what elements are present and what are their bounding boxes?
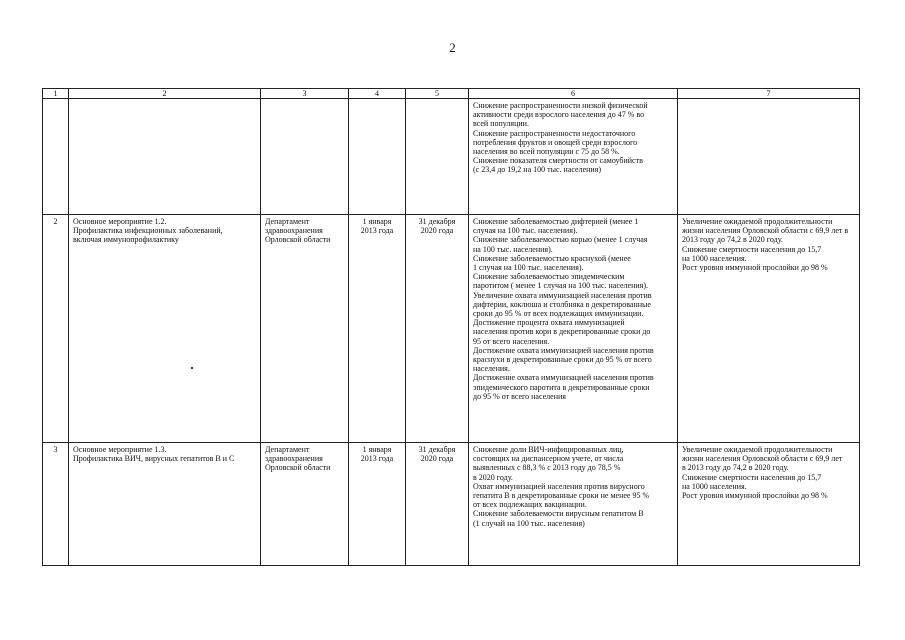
text-line: Профилактика ВИЧ, вирусных гепатитов В и С bbox=[73, 454, 235, 464]
table-row-continuation bbox=[43, 99, 860, 215]
cell-executor bbox=[261, 99, 349, 215]
text-line: здравоохранения bbox=[265, 226, 323, 236]
text-line: в 2020 году. bbox=[473, 472, 513, 482]
cell-end bbox=[406, 443, 469, 566]
text-line: Снижение заболеваемостью корью (менее 1 случая bbox=[473, 235, 648, 245]
cell-start bbox=[349, 215, 406, 443]
text-line: 2020 года bbox=[420, 226, 454, 236]
text-line: 1 января bbox=[362, 445, 392, 454]
cell-event bbox=[69, 443, 261, 566]
text-line: до 95 % от всего населения bbox=[473, 391, 566, 401]
column-number: 6 bbox=[469, 89, 678, 99]
cell-results bbox=[469, 99, 678, 215]
column-number: 4 bbox=[349, 89, 406, 99]
text-line: на 100 тыс. населения). bbox=[473, 244, 553, 254]
cell-num: 2 bbox=[43, 215, 69, 443]
text-line: Снижение распространенности низкой физической bbox=[473, 101, 648, 110]
cell-results bbox=[469, 215, 678, 443]
cell-executor bbox=[261, 443, 349, 566]
scan-speck bbox=[191, 367, 193, 369]
text-line: 2013 года bbox=[360, 454, 394, 464]
text-line: (с 23,4 до 19,2 на 100 тыс. населения) bbox=[473, 165, 602, 175]
text-line: Профилактика инфекционных заболеваний, bbox=[73, 226, 223, 236]
cell-num: 3 bbox=[43, 443, 69, 566]
cell-impact bbox=[678, 443, 860, 566]
text-line: Основное мероприятие 1.3. bbox=[73, 445, 167, 454]
text-line: 31 декабря bbox=[418, 445, 456, 454]
text-line: населения во всей популяции с 75 до 58 %. bbox=[473, 147, 620, 157]
text-line: 2020 года bbox=[420, 454, 454, 464]
text-line: Основное мероприятие 1.2. bbox=[73, 217, 167, 226]
text-line: Снижение заболеваемостью эпидемическим bbox=[473, 272, 625, 282]
text-line: Снижение заболеваемостью краснухой (менее bbox=[473, 253, 631, 263]
text-line: Департамент bbox=[265, 445, 310, 454]
text-line: населения. bbox=[473, 364, 510, 374]
text-line: Снижение распространенности недостаточного bbox=[473, 128, 636, 138]
cell-impact bbox=[678, 99, 860, 215]
cell-event bbox=[69, 215, 261, 443]
cell-num bbox=[43, 99, 69, 215]
text-line: дифтерии, коклюша и столбняка в декретированные bbox=[473, 299, 651, 309]
text-line: включая иммунопрофилактику bbox=[73, 235, 179, 245]
column-number-row bbox=[43, 89, 860, 99]
text-line: 1 января bbox=[362, 217, 392, 226]
text-line: Рост уровня иммунной прослойки до 98 % bbox=[682, 263, 828, 273]
text-line: Снижение смертности населения до 15,7 bbox=[682, 244, 822, 254]
column-number: 5 bbox=[406, 89, 469, 99]
cell-end bbox=[406, 215, 469, 443]
program-events-table bbox=[42, 88, 860, 566]
text-line: гепатита В в декретированные сроки не менее 95 % bbox=[473, 491, 650, 501]
column-number: 2 bbox=[69, 89, 261, 99]
table-row bbox=[43, 215, 860, 443]
column-number: 1 bbox=[43, 89, 69, 99]
text-line: на 1000 населения. bbox=[682, 253, 747, 263]
text-line: Рост уровня иммунной прослойки до 98 % bbox=[682, 491, 828, 501]
text-line: от всех подлежащих вакцинации. bbox=[473, 500, 587, 510]
cell-event bbox=[69, 99, 261, 215]
column-number: 3 bbox=[261, 89, 349, 99]
text-line: Достижение процента охвата иммунизацией bbox=[473, 318, 625, 328]
text-line: Департамент bbox=[265, 217, 310, 226]
text-line: Достижение охвата иммунизацией населения против bbox=[473, 345, 654, 355]
text-line: случая на 100 тыс. населения). bbox=[473, 226, 578, 236]
text-line: активности среди взрослого населения до 47 % во bbox=[473, 110, 645, 120]
text-line: Достижение охвата иммунизацией населения против bbox=[473, 373, 654, 383]
text-line: Орловской области bbox=[265, 235, 331, 245]
cell-end bbox=[406, 99, 469, 215]
table-row bbox=[43, 443, 860, 566]
text-line: 2013 году до 74,2 в 2020 году. bbox=[682, 235, 783, 245]
text-line: Орловской области bbox=[265, 463, 331, 473]
text-line: Снижение смертности населения до 15,7 bbox=[682, 472, 822, 482]
text-line: Увеличение ожидаемой продолжительности bbox=[682, 445, 833, 454]
text-line: Снижение заболеваемости вирусным гепатитом В bbox=[473, 509, 644, 519]
text-line: здравоохранения bbox=[265, 454, 323, 464]
text-line: 1 случая на 100 тыс. населения). bbox=[473, 263, 584, 273]
text-line: потребления фруктов и овощей среди взрослого bbox=[473, 137, 638, 147]
text-line: Увеличение ожидаемой продолжительности bbox=[682, 217, 833, 226]
text-line: краснухи в декретированные сроки до 95 % от всего bbox=[473, 355, 652, 365]
text-line: всей популяции. bbox=[473, 119, 529, 129]
cell-start bbox=[349, 443, 406, 566]
cell-impact bbox=[678, 215, 860, 443]
text-line: 95 от всего населения. bbox=[473, 336, 550, 346]
text-line: Охват иммунизацией населения против вирусного bbox=[473, 481, 645, 491]
text-line: жизни населения Орловской области с 69,9 лет в bbox=[682, 226, 849, 236]
text-line: населения против кори в декретированные сроки до bbox=[473, 327, 651, 337]
text-line: состоящих на диспансерном учете, от числа bbox=[473, 454, 624, 464]
cell-start bbox=[349, 99, 406, 215]
text-line: эпидемического паротита в декретированные сроки bbox=[473, 382, 650, 392]
text-line: Снижение показателя смертности от самоубийств bbox=[473, 156, 643, 166]
text-line: паротитом ( менее 1 случая на 100 тыс. населения). bbox=[473, 281, 648, 291]
page-number: 2 bbox=[449, 40, 456, 55]
text-line: выявленных с 88,3 % с 2013 году до 78,5 % bbox=[473, 463, 621, 473]
text-line: (1 случай на 100 тыс. населения) bbox=[473, 518, 585, 528]
cell-results bbox=[469, 443, 678, 566]
text-line: Снижение заболеваемостью дифтерией (менее 1 bbox=[473, 217, 639, 226]
text-line: 2013 года bbox=[360, 226, 394, 236]
column-number: 7 bbox=[678, 89, 860, 99]
text-line: жизни населения Орловской области с 69,9 лет bbox=[682, 454, 843, 464]
text-line: Снижение доли ВИЧ-инфицированных лиц, bbox=[473, 445, 624, 454]
text-line: сроки до 95 % от всех подлежащих иммунизации. bbox=[473, 309, 644, 319]
text-line: в 2013 году до 74,2 в 2020 году. bbox=[682, 463, 789, 473]
text-line: 31 декабря bbox=[418, 217, 456, 226]
text-line: Увеличение охвата иммунизацией населения против bbox=[473, 290, 652, 300]
cell-executor bbox=[261, 215, 349, 443]
text-line: на 1000 населения. bbox=[682, 481, 747, 491]
